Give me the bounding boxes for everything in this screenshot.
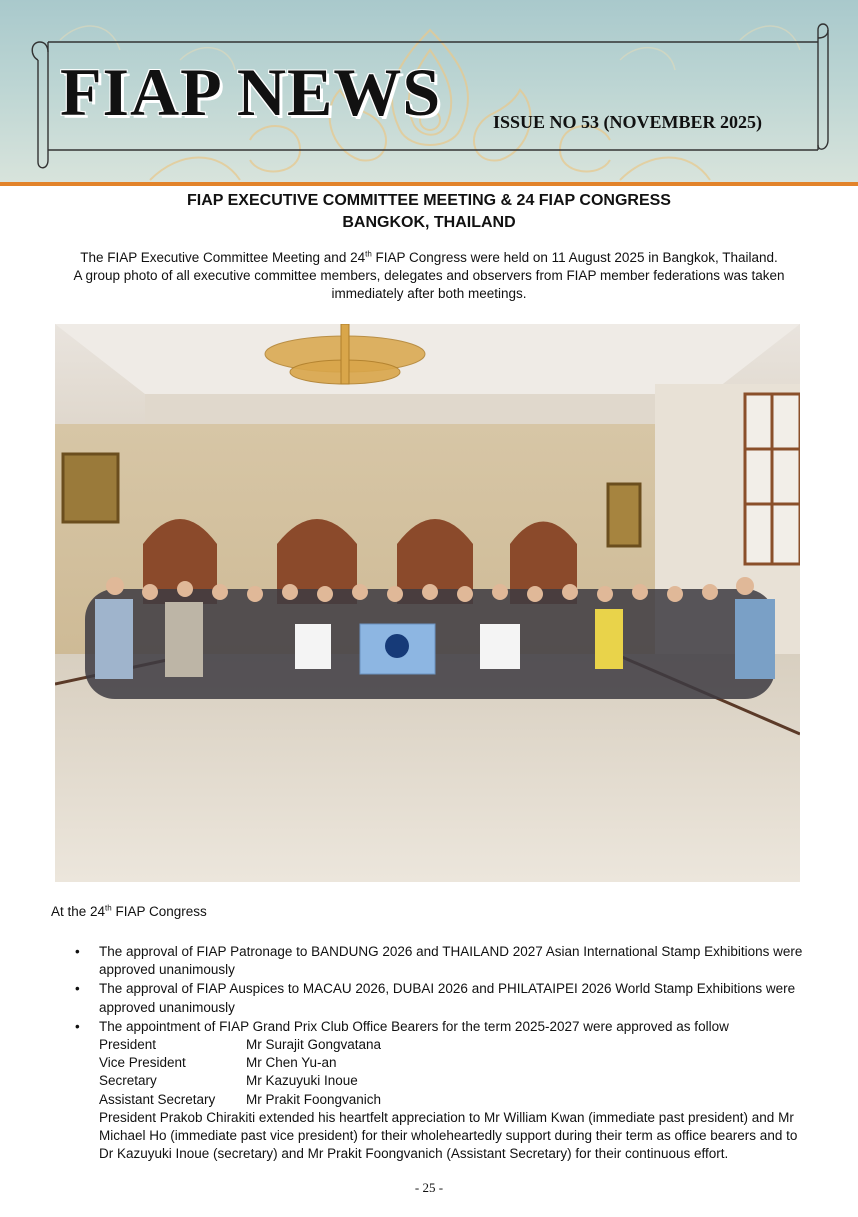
header-banner: [0, 0, 858, 186]
congress-lead: [51, 904, 207, 919]
resolution-list: [51, 943, 811, 1164]
header-divider: [0, 182, 858, 186]
issue-label: ISSUE NO 53 (NOVEMBER 2025): [493, 112, 763, 132]
office-role: Secretary: [99, 1073, 157, 1089]
bullet-text: The approval of FIAP Patronage to BANDUNG 2026 and THAILAND 2027 Asian International Stamp Exhibitions were approved unanimously: [99, 944, 803, 978]
group-photo-illustration: [55, 324, 800, 882]
intro-text-b: FIAP Congress were held on 11 August 2025 in Bangkok, Thailand.: [371, 250, 778, 265]
intro-text-a: The FIAP Executive Committee Meeting and 24: [80, 250, 366, 265]
group-photo: [55, 324, 800, 882]
closing-paragraph: President Prakob Chirakiti extended his heartfelt appreciation to Mr William Kwan (immediate past president) and Mr Michael Ho (immediate past vice president) for their wholeheartedly support during their term as office bearers and to Dr Kazuyuki Inoue (secretary) and Mr Prakit Foongvanich (Assistant Secretary) for their continuous effort.: [99, 1109, 798, 1162]
intro-ordinal: th: [365, 249, 372, 259]
list-item: [51, 1018, 811, 1164]
bullet-icon: •: [75, 981, 80, 997]
page-number: - 25 -: [414, 1180, 444, 1195]
lead-text-a: At the 24: [51, 904, 106, 919]
article-headline: [0, 190, 858, 234]
intro-text-c: A group photo of all executive committee members, delegates and observers from FIAP member federations was taken immediately after both meetings.: [73, 268, 785, 301]
bullet-icon: •: [75, 944, 80, 959]
office-name: Mr Kazuyuki Inoue: [246, 1073, 358, 1089]
intro-paragraph: [40, 249, 818, 303]
office-bearer-row: [99, 1036, 811, 1054]
office-name: Mr Prakit Foongvanich: [246, 1091, 382, 1107]
list-item: [51, 943, 811, 979]
bullet-text: The appointment of FIAP Grand Prix Club Office Bearers for the term 2025-2027 were approved as follow: [99, 1018, 729, 1034]
office-name: Mr Chen Yu-an: [246, 1055, 337, 1071]
office-bearer-row: [99, 1091, 811, 1109]
bullet-icon: •: [75, 1018, 80, 1034]
headline-line-1: FIAP EXECUTIVE COMMITTEE MEETING & 24 FIAP CONGRESS: [187, 192, 671, 209]
office-bearer-row: [99, 1054, 811, 1072]
list-item: [51, 980, 811, 1016]
office-role: Assistant Secretary: [99, 1091, 216, 1107]
office-bearer-row: [99, 1072, 811, 1090]
headline-line-2: BANGKOK, THAILAND: [342, 214, 516, 231]
bullet-text: The approval of FIAP Auspices to MACAU 2026, DUBAI 2026 and PHILATAIPEI 2026 World Stamp Exhibitions were approved unanimously: [99, 981, 796, 1015]
office-role: President: [99, 1037, 157, 1053]
newsletter-title: FIAP NEWS: [60, 54, 442, 130]
lead-text-b: FIAP Congress: [111, 904, 207, 919]
office-name: Mr Surajit Gongvatana: [246, 1037, 382, 1053]
office-role: Vice President: [99, 1055, 186, 1071]
lead-ordinal: th: [105, 903, 112, 913]
